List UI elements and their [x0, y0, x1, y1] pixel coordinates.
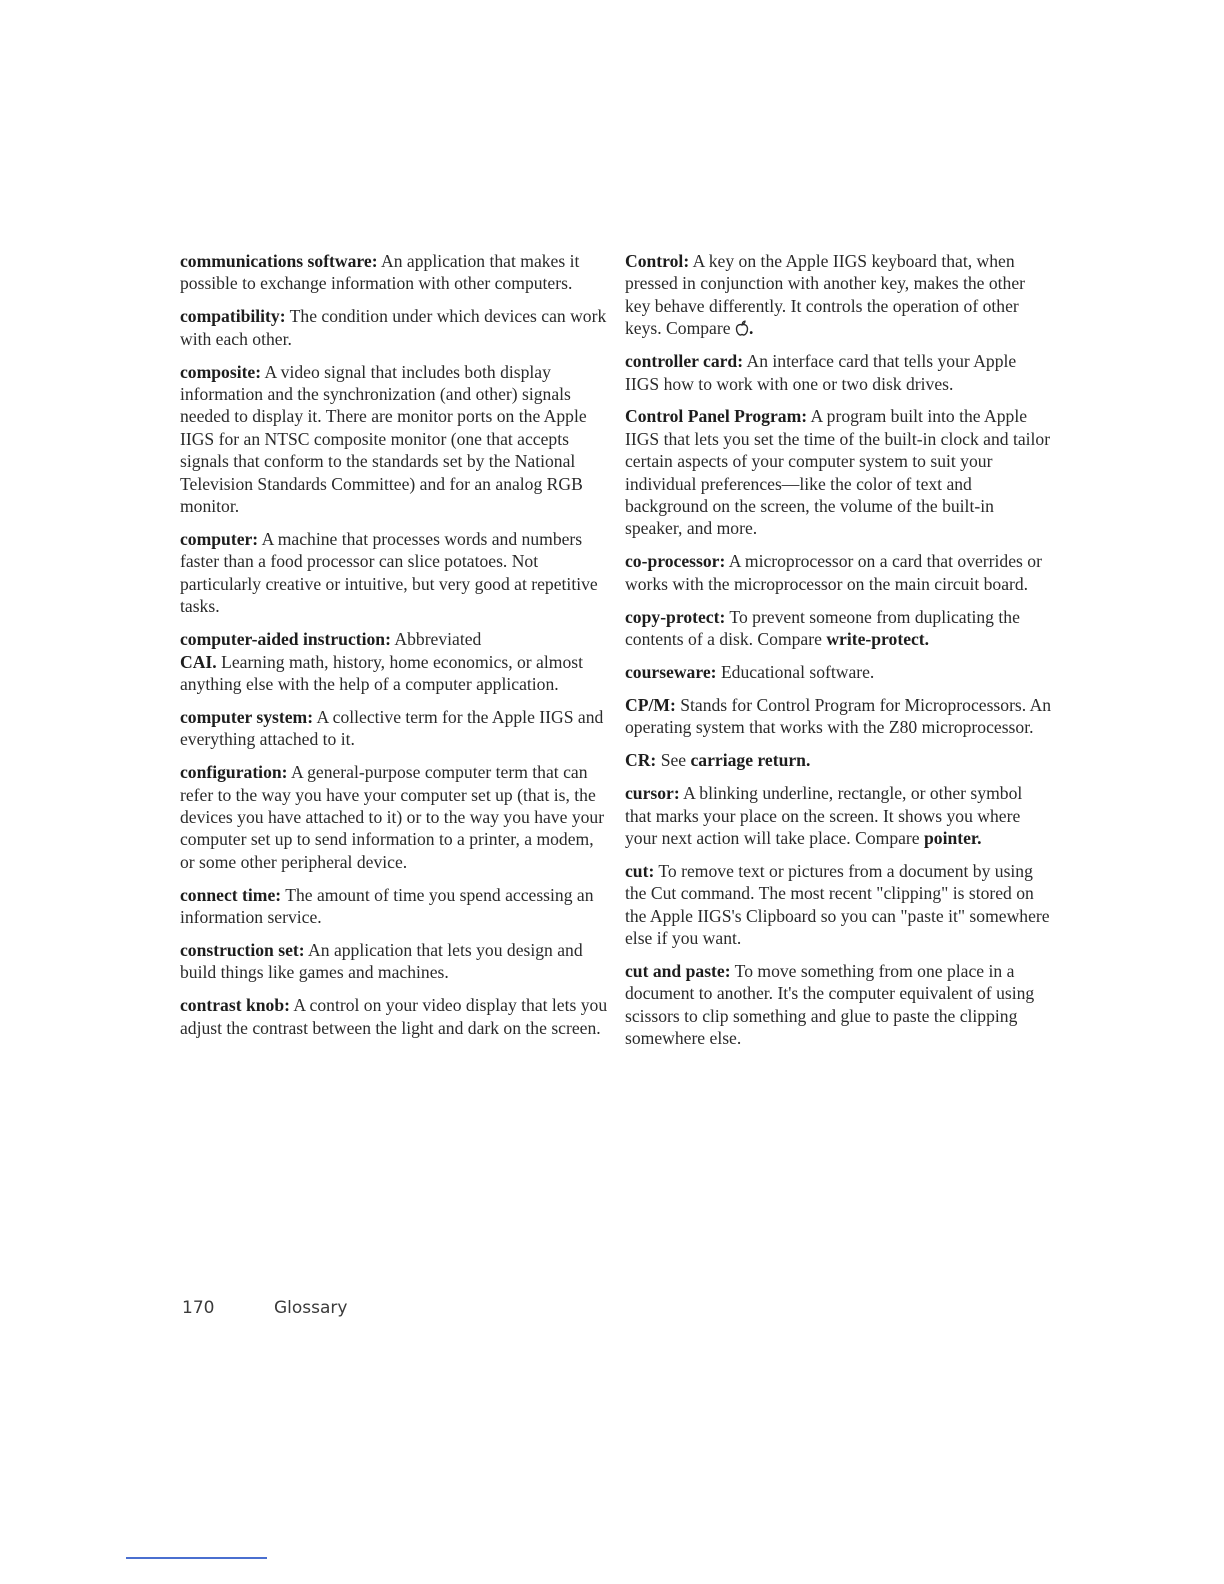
glossary-term: Control Panel Program:: [625, 406, 808, 427]
glossary-entry: [625, 782, 1053, 849]
glossary-definition: A blinking underline, rectangle, or other symbol that marks your place on the screen. It shows you where your next action will take place. Compare: [625, 783, 1023, 848]
glossary-entry: [625, 960, 1053, 1050]
glossary-entry: [625, 694, 1053, 739]
glossary-definition: An application that lets you design and build things like games and machines.: [180, 939, 583, 983]
glossary-definition: To move something from one place in a document to another. It's the computer equivalent of using scissors to clip something and glue to paste the clipping somewhere else.: [625, 960, 1035, 1049]
glossary-abbreviation: CAI.: [180, 651, 217, 672]
glossary-definition: A microprocessor on a card that overrides or works with the microprocessor on the main circuit board.: [625, 551, 1042, 594]
glossary-definition: A collective term for the Apple IIGS and everything attached to it.: [180, 706, 604, 750]
glossary-term: composite:: [180, 361, 262, 382]
glossary-definition: A program built into the Apple IIGS that lets you set the time of the built-in clock and tailor certain aspects of your computer system to suit your individual preferences—like the color of text and background on the screen, the volume of the built-in speaker, and more.: [625, 406, 1051, 539]
glossary-entry: [180, 761, 608, 873]
running-head: Glossary: [274, 1298, 348, 1318]
glossary-entry: [180, 305, 608, 350]
glossary-definition: A general-purpose computer term that can refer to the way you have your computer set up (that is, the devices you have attached to it) or to the way you have your computer set up to send information to a printer, a modem, or some other peripheral device.: [180, 762, 605, 872]
glossary-entry: [180, 884, 608, 929]
glossary-definition: A key on the Apple IIGS keyboard that, when pressed in conjunction with another key, makes the other key behave differently. It controls the operation of other keys. Compare: [625, 251, 1025, 339]
glossary-term: CR:: [625, 750, 657, 771]
glossary-term: controller card:: [625, 351, 744, 372]
glossary-entry: [625, 350, 1053, 395]
glossary-term: communications software:: [180, 251, 378, 271]
glossary-term: configuration:: [180, 762, 288, 783]
glossary-term: connect time:: [180, 884, 282, 905]
glossary-definition: The condition under which devices can work with each other.: [180, 306, 607, 349]
glossary-definition: See: [660, 750, 687, 771]
glossary-term: computer-aided instruction:: [180, 629, 391, 650]
compare-tail: .: [748, 318, 754, 339]
glossary-definition: Abbreviated: [394, 629, 482, 650]
glossary-entry: [625, 749, 1053, 771]
glossary-entry: [180, 706, 608, 751]
open-apple-icon: [735, 320, 749, 336]
glossary-definition: To remove text or pictures from a document by using the Cut command. The most recent "clipping" is stored on the Apple IIGS's Clipboard so you can "paste it" somewhere else if you want.: [625, 860, 1050, 949]
glossary-term: co-processor:: [625, 551, 726, 572]
glossary-term: courseware:: [625, 662, 717, 682]
glossary-definition: A control on your video display that lets you adjust the contrast between the light and dark on the screen.: [180, 995, 608, 1038]
glossary-term: compatibility:: [180, 306, 286, 327]
glossary-entry: [180, 628, 608, 695]
glossary-column-right: [625, 250, 1053, 1060]
glossary-definition: Stands for Control Program for Microprocessors. An operating system that works with the Z80 microprocessor.: [625, 694, 1052, 738]
glossary-entry: [625, 405, 1053, 539]
glossary-entry: [180, 994, 608, 1039]
glossary-term: cut:: [625, 860, 655, 881]
glossary-term: cursor:: [625, 783, 680, 804]
page-number: 170: [182, 1298, 215, 1318]
glossary-term: cut and paste:: [625, 960, 731, 981]
glossary-entry: [180, 250, 608, 295]
cross-reference: write-protect.: [826, 629, 930, 650]
glossary-definition: The amount of time you spend accessing an information service.: [180, 884, 594, 928]
glossary-definition: A machine that processes words and numbers faster than a food processor can slice potatoes. Not particularly creative or intuitive, but very good at repetitive tasks.: [180, 528, 598, 617]
glossary-entry: [625, 250, 1053, 340]
bottom-rule: [126, 1557, 267, 1559]
glossary-entry: [625, 550, 1053, 595]
glossary-term: copy-protect:: [625, 606, 726, 627]
glossary-entry: [625, 606, 1053, 651]
glossary-entry: [180, 361, 608, 518]
glossary-definition: Educational software.: [720, 662, 875, 682]
glossary-definition: An application that makes it possible to exchange information with other computers.: [180, 251, 580, 294]
glossary-term: contrast knob:: [180, 995, 290, 1016]
glossary-definition: An interface card that tells your Apple IIGS how to work with one or two disk drives.: [625, 351, 1017, 394]
glossary-definition: A video signal that includes both display information and the synchronization (and other) signals needed to display it. There are monitor ports on the Apple IIGS for an NTSC composite monitor (one that accepts signals that conform to the standards set by the National Television Standards Committee) and for an analog RGB monitor.: [180, 361, 587, 517]
glossary-entry: [180, 939, 608, 984]
glossary-term: computer system:: [180, 706, 314, 727]
glossary-entry: [625, 661, 1053, 683]
glossary-entry: [180, 528, 608, 618]
glossary-entry: [625, 860, 1053, 950]
glossary-term: construction set:: [180, 939, 305, 960]
glossary-term: CP/M:: [625, 694, 676, 715]
glossary-term: Control:: [625, 251, 690, 271]
glossary-column-left: [180, 250, 608, 1050]
glossary-term: computer:: [180, 528, 259, 549]
glossary-definition-continued: Learning math, history, home economics, or almost anything else with the help of a computer application.: [180, 651, 583, 694]
cross-reference: pointer.: [924, 827, 982, 848]
glossary-definition: To prevent someone from duplicating the contents of a disk. Compare: [625, 606, 1020, 650]
cross-reference: carriage return.: [690, 750, 811, 771]
